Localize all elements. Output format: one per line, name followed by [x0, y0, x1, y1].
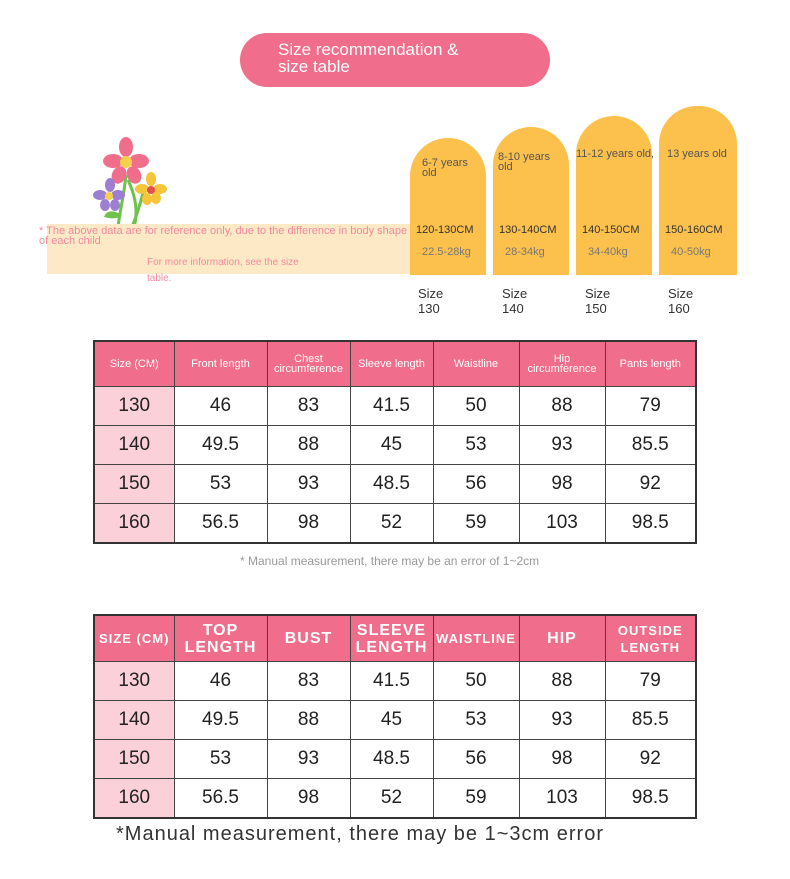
column-header: Sleeve length: [350, 341, 433, 387]
table-cell: 98: [267, 504, 350, 544]
size-table-2: [93, 614, 697, 819]
table-cell: 103: [519, 779, 605, 819]
pillar-label: Size 160: [668, 286, 694, 316]
table-cell: 56: [433, 740, 519, 779]
pillar-size-130: [410, 138, 486, 275]
table-cell: 88: [519, 662, 605, 701]
table-cell: 53: [174, 740, 267, 779]
table-cell: 48.5: [350, 740, 433, 779]
table-cell: 46: [174, 387, 267, 426]
size-cell: 140: [94, 701, 174, 740]
title-line-2: size table: [278, 57, 350, 76]
table-row: [94, 662, 696, 701]
table-cell: 92: [605, 465, 696, 504]
title-line-1: Size recommendation &: [278, 40, 459, 59]
table-cell: 83: [267, 662, 350, 701]
table-cell: 41.5: [350, 662, 433, 701]
table-header-row: [94, 341, 696, 387]
table-cell: 50: [433, 387, 519, 426]
size-cell: 130: [94, 662, 174, 701]
table-cell: 88: [267, 701, 350, 740]
table-cell: 56.5: [174, 779, 267, 819]
table-cell: 45: [350, 701, 433, 740]
table-cell: 59: [433, 504, 519, 544]
table-cell: 98.5: [605, 504, 696, 544]
pillar-label: Size 140: [502, 286, 528, 316]
table-cell: 85.5: [605, 426, 696, 465]
table-cell: 45: [350, 426, 433, 465]
table-cell: 88: [519, 387, 605, 426]
table-row: [94, 426, 696, 465]
pillar-height-range: 150-160CM: [665, 224, 723, 236]
table-cell: 53: [433, 701, 519, 740]
table-cell: 49.5: [174, 701, 267, 740]
column-header: Waistline: [433, 341, 519, 387]
table-cell: 56.5: [174, 504, 267, 544]
pillar-height-range: 140-150CM: [582, 224, 640, 236]
table-row: [94, 740, 696, 779]
table-cell: 79: [605, 662, 696, 701]
pillar-age: 11-12 years old,: [576, 148, 655, 160]
table-cell: 92: [605, 740, 696, 779]
column-header: OUTSIDE LENGTH: [605, 615, 696, 662]
more-info-line-2: table.: [147, 273, 172, 284]
table-cell: 85.5: [605, 701, 696, 740]
pillar-weight-range: 28-34kg: [505, 246, 545, 258]
table-cell: 98: [267, 779, 350, 819]
column-header: Chest circumference: [267, 341, 350, 387]
table-cell: 103: [519, 504, 605, 544]
column-header: Pants length: [605, 341, 696, 387]
pillar-label: Size 130: [418, 286, 444, 316]
size-table-1: [93, 340, 697, 544]
table-2-footnote: *Manual measurement, there may be 1~3cm error: [116, 823, 604, 845]
table-row: [94, 387, 696, 426]
table-cell: 41.5: [350, 387, 433, 426]
table-cell: 53: [433, 426, 519, 465]
size-cell: 130: [94, 387, 174, 426]
pillar-size-150: [576, 116, 655, 275]
reference-note: * The above data are for reference only, due to the difference in body shape of each child: [39, 225, 408, 247]
size-cell: 160: [94, 779, 174, 819]
column-header: TOP LENGTH: [174, 615, 267, 662]
table-cell: 52: [350, 504, 433, 544]
table-cell: 83: [267, 387, 350, 426]
table-cell: 98: [519, 740, 605, 779]
pillar-weight-range: 40-50kg: [671, 246, 711, 258]
flower-icon: [88, 135, 178, 230]
pillar-size-140: [493, 127, 569, 275]
title-banner: [240, 33, 550, 87]
pillar-height-range: 130-140CM: [499, 224, 557, 236]
table-cell: 98.5: [605, 779, 696, 819]
table-cell: 79: [605, 387, 696, 426]
table-cell: 56: [433, 465, 519, 504]
column-header: WAISTLINE: [433, 615, 519, 662]
size-cell: 140: [94, 426, 174, 465]
column-header: SLEEVE LENGTH: [350, 615, 433, 662]
column-header: HIP: [519, 615, 605, 662]
pillar-age: 8-10 years old: [498, 151, 550, 173]
table-cell: 98: [519, 465, 605, 504]
pillar-size-160: [659, 106, 737, 275]
pillar-label: Size 150: [585, 286, 611, 316]
pillar-age: 6-7 years old: [422, 157, 468, 179]
column-header: SIZE (CM): [94, 615, 174, 662]
table-cell: 93: [519, 701, 605, 740]
table-row: [94, 779, 696, 819]
column-header: Front length: [174, 341, 267, 387]
column-header: Hip circumference: [519, 341, 605, 387]
table-cell: 93: [267, 740, 350, 779]
more-info-line-1: For more information, see the size: [147, 257, 299, 268]
table-1-footnote: * Manual measurement, there may be an error of 1~2cm: [240, 554, 540, 568]
table-cell: 50: [433, 662, 519, 701]
table-row: [94, 701, 696, 740]
table-cell: 88: [267, 426, 350, 465]
pillar-age: 13 years old: [667, 148, 727, 160]
table-cell: 53: [174, 465, 267, 504]
column-header: Size (CM): [94, 341, 174, 387]
table-cell: 46: [174, 662, 267, 701]
size-cell: 150: [94, 740, 174, 779]
table-row: [94, 465, 696, 504]
pillar-height-range: 120-130CM: [416, 224, 474, 236]
more-info-note: [147, 255, 347, 287]
table-cell: 48.5: [350, 465, 433, 504]
table-header-row: [94, 615, 696, 662]
pillar-weight-range: 22.5-28kg: [422, 246, 471, 258]
table-cell: 93: [519, 426, 605, 465]
table-row: [94, 504, 696, 544]
pillar-weight-range: 34-40kg: [588, 246, 628, 258]
size-cell: 150: [94, 465, 174, 504]
size-cell: 160: [94, 504, 174, 544]
table-cell: 93: [267, 465, 350, 504]
column-header: BUST: [267, 615, 350, 662]
table-cell: 59: [433, 779, 519, 819]
table-cell: 52: [350, 779, 433, 819]
table-cell: 49.5: [174, 426, 267, 465]
